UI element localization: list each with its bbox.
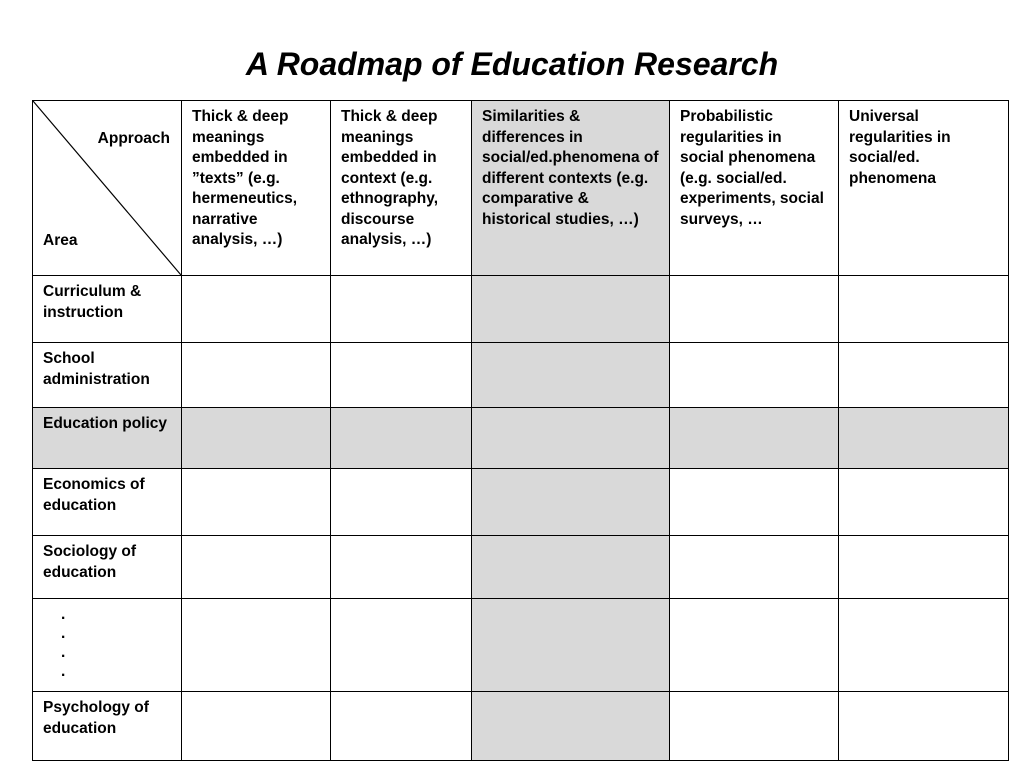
table-cell (839, 536, 1009, 599)
row-label-sociology: Sociology of education (33, 536, 182, 599)
table-cell (472, 599, 670, 692)
table-cell (182, 469, 331, 536)
table-cell (182, 343, 331, 408)
column-header-texts: Thick & deep meanings embedded in ”texts” (e.g. hermeneutics, narrative analysis, …) (182, 101, 331, 276)
roadmap-table (32, 100, 1009, 761)
row-label-ellipsis (33, 599, 182, 692)
table-cell (670, 536, 839, 599)
table-cell (670, 408, 839, 469)
table-cell (182, 276, 331, 343)
table-cell (182, 536, 331, 599)
table-cell (472, 692, 670, 761)
table-cell (670, 276, 839, 343)
table-cell (472, 469, 670, 536)
table-cell (331, 469, 472, 536)
table-row (33, 408, 1009, 469)
table-cell (472, 408, 670, 469)
table-cell (839, 469, 1009, 536)
table-row (33, 536, 1009, 599)
ellipsis-dot: . (61, 625, 66, 642)
page-title: A Roadmap of Education Research (245, 46, 779, 82)
corner-cell (33, 101, 182, 276)
table-cell (182, 692, 331, 761)
table-row (33, 599, 1009, 692)
row-label-psychology: Psychology of education (33, 692, 182, 761)
header-row (33, 101, 1009, 276)
approach-axis-label: Approach (97, 130, 170, 147)
row-label-school-administration: School administration (33, 343, 182, 408)
table-cell (670, 599, 839, 692)
table-cell (331, 408, 472, 469)
table-cell (331, 536, 472, 599)
table-cell (472, 276, 670, 343)
column-header-universal: Universal regularities in social/ed. phenomena (839, 101, 1009, 276)
row-label-economics: Economics of education (33, 469, 182, 536)
column-header-comparative: Similarities & differences in social/ed.phenomena of different contexts (e.g. comparative & historical studies, …) (472, 101, 670, 276)
table-cell (182, 408, 331, 469)
row-label-curriculum: Curriculum & instruction (33, 276, 182, 343)
table-cell (472, 536, 670, 599)
ellipsis-dot: . (61, 663, 66, 680)
table-cell (839, 343, 1009, 408)
table-cell (331, 276, 472, 343)
ellipsis-dot: . (61, 644, 66, 661)
table-cell (472, 343, 670, 408)
ellipsis-dot: . (61, 606, 66, 623)
table-cell (670, 469, 839, 536)
table-row (33, 469, 1009, 536)
table-cell (670, 343, 839, 408)
table-cell (331, 343, 472, 408)
table-cell (839, 408, 1009, 469)
table-cell (839, 692, 1009, 761)
table-cell (670, 692, 839, 761)
table-cell (331, 692, 472, 761)
table-cell (182, 599, 331, 692)
table-cell (331, 599, 472, 692)
row-label-education-policy: Education policy (33, 408, 182, 469)
table-cell (839, 276, 1009, 343)
table-row (33, 343, 1009, 408)
table-row (33, 276, 1009, 343)
column-header-context: Thick & deep meanings embedded in context (e.g. ethnography, discourse analysis, …) (331, 101, 472, 276)
table-row (33, 692, 1009, 761)
table-cell (839, 599, 1009, 692)
column-header-probabilistic: Probabilistic regularities in social phenomena (e.g. social/ed. experiments, social surveys, … (670, 101, 839, 276)
area-axis-label: Area (43, 232, 78, 249)
